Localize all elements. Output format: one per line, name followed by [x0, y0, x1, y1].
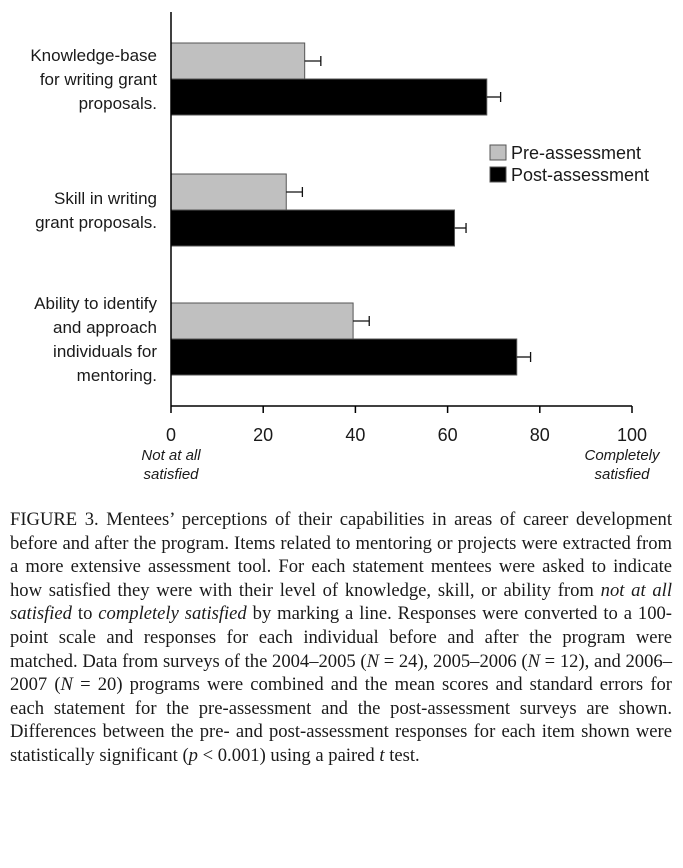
- x-tick-label-5: 100: [616, 425, 648, 445]
- category-label-2-1: and approach: [53, 318, 157, 337]
- bars-group: [171, 43, 531, 375]
- category-label-1-0: Skill in writing: [54, 189, 157, 208]
- x-tick-label-0: 0: [165, 425, 177, 445]
- bar-pre-0: [171, 43, 305, 79]
- legend-swatch-pre: [490, 145, 506, 160]
- figure-caption: FIGURE 3. Mentees’ perceptions of their capabilities in areas of career development before and after the program. Items related to mentoring or projects were extracted from a more extensive assessment tool. For each statement mentees were asked to indicate how satisfied they were with their level of knowledge, skill, or ability from not at all satisfied to completely satisfied by marking a line. Responses were converted to a 100-point scale and responses for each individual before and after the program were matched. Data from surveys of the 2004–2005 (N = 24), 2005–2006 (N = 12), and 2006–2007 (N = 20) programs were combined and the mean scores and standard errors for each statement for the pre-assessment and the post-assessment surveys are shown. Differences between the pre- and post-assessment responses for each item shown were statistically significant (p < 0.001) using a paired t test.: [10, 509, 673, 766]
- legend-label-pre: Pre-assessment: [511, 143, 642, 163]
- x-tick-label-1: 20: [253, 425, 274, 445]
- category-label-2-2: individuals for: [53, 342, 157, 361]
- bar-pre-1: [171, 174, 286, 210]
- legend-swatch-post: [490, 167, 506, 182]
- category-label-0-1: for writing grant: [39, 70, 157, 89]
- anchor-left-label-0: Not at all: [141, 447, 201, 464]
- bar-post-1: [171, 210, 455, 246]
- x-tick-label-2: 40: [345, 425, 366, 445]
- category-label-1-1: grant proposals.: [35, 213, 157, 232]
- x-tick-label-4: 80: [529, 425, 550, 445]
- x-tick-label-3: 60: [437, 425, 458, 445]
- category-label-0-2: proposals.: [78, 94, 157, 113]
- category-label-2-3: mentoring.: [76, 366, 157, 385]
- figure-label: FIGURE 3.: [10, 509, 99, 530]
- legend: [490, 143, 649, 185]
- category-label-0-0: Knowledge-base: [30, 46, 157, 65]
- bar-post-2: [171, 339, 517, 375]
- anchor-left-label-1: satisfied: [143, 466, 199, 483]
- anchor-right-label-0: Completely: [584, 447, 660, 464]
- category-label-2-0: Ability to identify: [34, 294, 157, 313]
- bar-pre-2: [171, 303, 353, 339]
- legend-label-post: Post-assessment: [511, 165, 650, 185]
- bar-post-0: [171, 79, 487, 115]
- anchor-right-label-1: satisfied: [594, 466, 650, 483]
